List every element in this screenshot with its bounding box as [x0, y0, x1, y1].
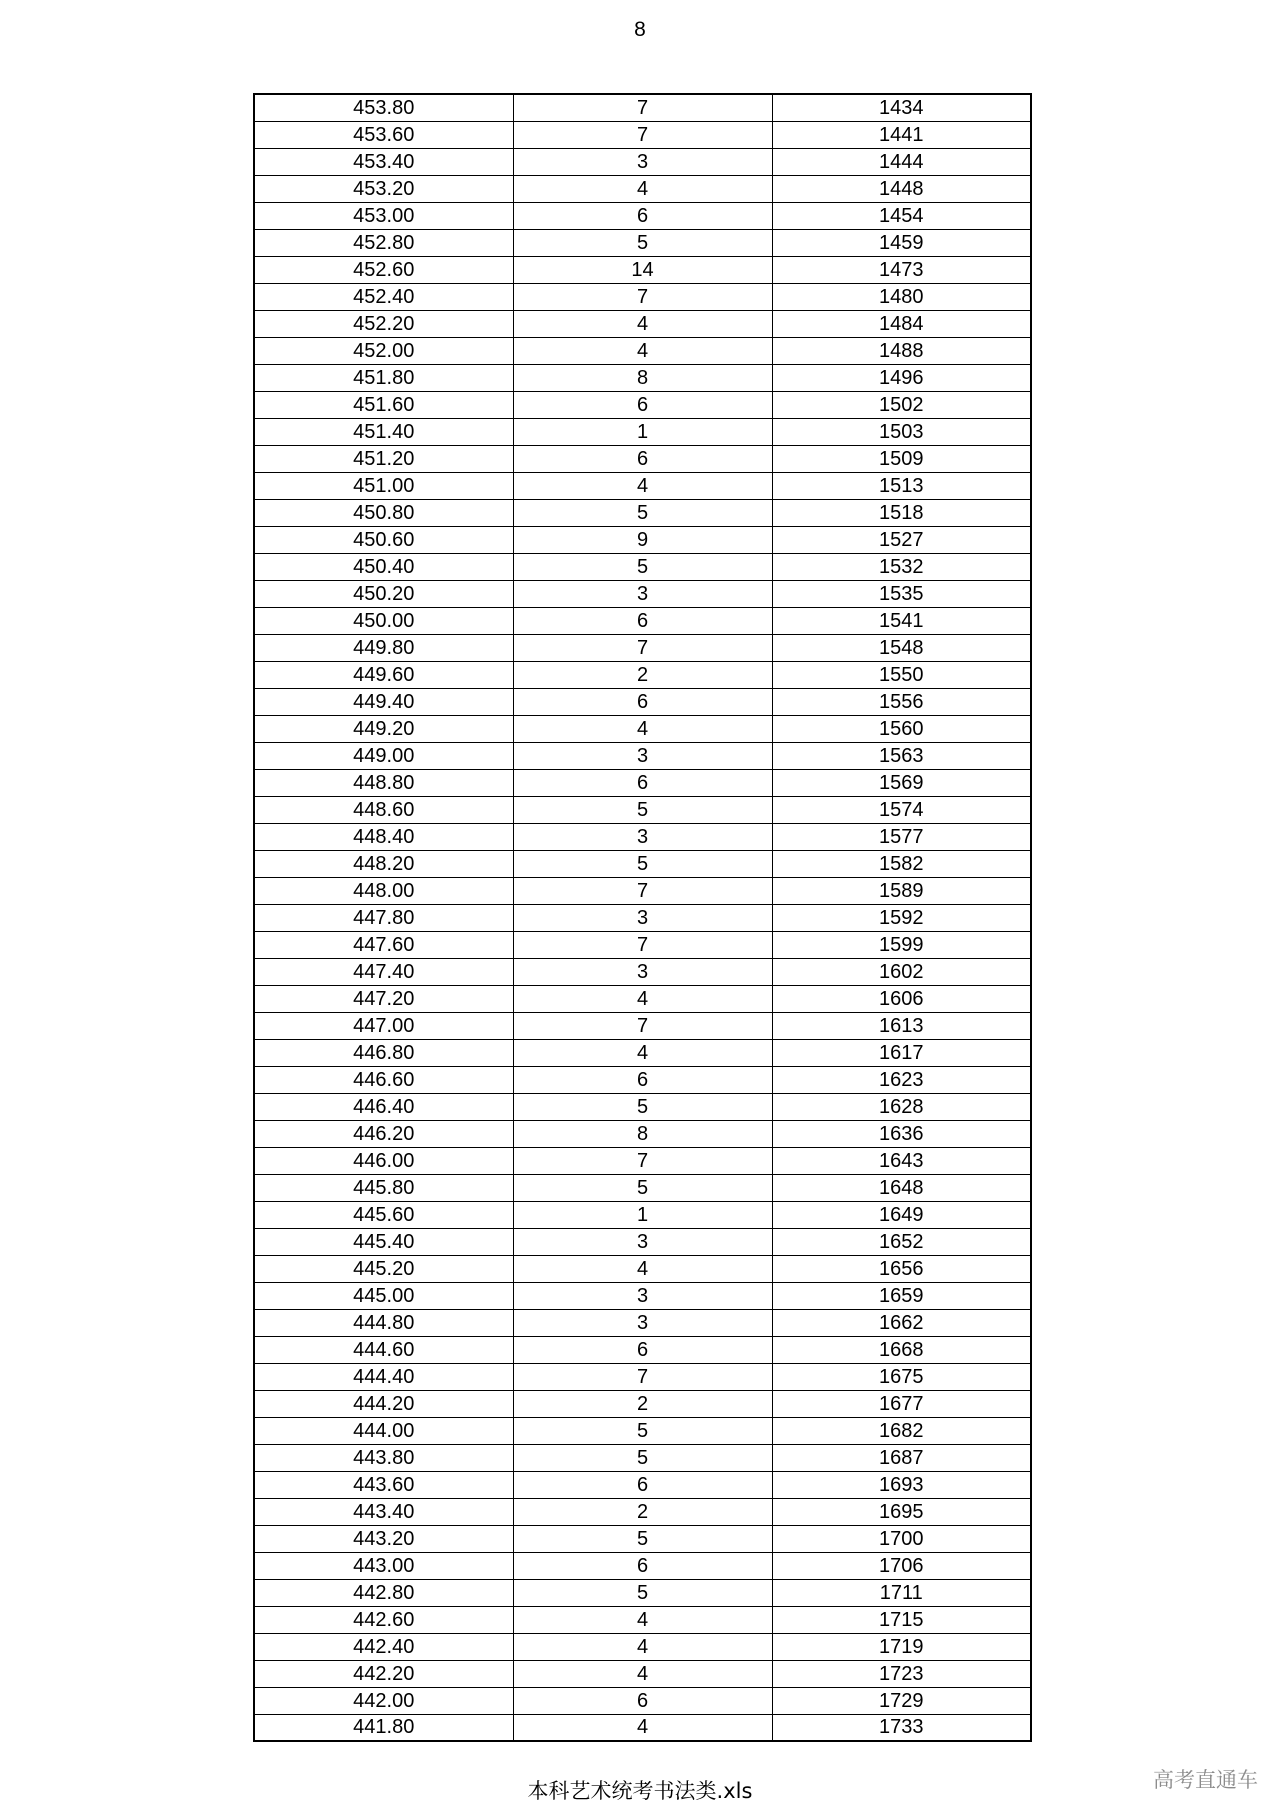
count-cell: 8	[513, 364, 772, 391]
table-row	[254, 580, 1031, 607]
score-cell: 447.00	[254, 1012, 513, 1039]
count-cell: 7	[513, 1012, 772, 1039]
count-cell: 4	[513, 1606, 772, 1633]
cumulative-cell: 1503	[772, 418, 1031, 445]
score-cell: 451.60	[254, 391, 513, 418]
score-cell: 452.80	[254, 229, 513, 256]
score-cell: 442.80	[254, 1579, 513, 1606]
score-cell: 441.80	[254, 1714, 513, 1741]
count-cell: 3	[513, 742, 772, 769]
score-cell: 445.20	[254, 1255, 513, 1282]
count-cell: 5	[513, 1525, 772, 1552]
table-row	[254, 1417, 1031, 1444]
score-cell: 450.80	[254, 499, 513, 526]
count-cell: 5	[513, 1174, 772, 1201]
count-cell: 7	[513, 121, 772, 148]
count-cell: 1	[513, 1201, 772, 1228]
count-cell: 9	[513, 526, 772, 553]
score-cell: 451.20	[254, 445, 513, 472]
count-cell: 5	[513, 796, 772, 823]
count-cell: 3	[513, 580, 772, 607]
count-cell: 5	[513, 1417, 772, 1444]
count-cell: 7	[513, 634, 772, 661]
cumulative-cell: 1441	[772, 121, 1031, 148]
cumulative-cell: 1589	[772, 877, 1031, 904]
table-row	[254, 256, 1031, 283]
table-row	[254, 310, 1031, 337]
table-row	[254, 526, 1031, 553]
table-row	[254, 1579, 1031, 1606]
cumulative-cell: 1648	[772, 1174, 1031, 1201]
cumulative-cell: 1628	[772, 1093, 1031, 1120]
cumulative-cell: 1677	[772, 1390, 1031, 1417]
count-cell: 3	[513, 1282, 772, 1309]
table-row	[254, 175, 1031, 202]
count-cell: 1	[513, 418, 772, 445]
count-cell: 6	[513, 1687, 772, 1714]
score-cell: 447.80	[254, 904, 513, 931]
table-row	[254, 1390, 1031, 1417]
count-cell: 4	[513, 1714, 772, 1741]
score-cell: 449.20	[254, 715, 513, 742]
cumulative-cell: 1473	[772, 256, 1031, 283]
cumulative-cell: 1509	[772, 445, 1031, 472]
count-cell: 4	[513, 337, 772, 364]
score-table-container	[253, 93, 1032, 1742]
cumulative-cell: 1480	[772, 283, 1031, 310]
table-row	[254, 1660, 1031, 1687]
score-cell: 450.40	[254, 553, 513, 580]
score-cell: 445.40	[254, 1228, 513, 1255]
count-cell: 4	[513, 310, 772, 337]
count-cell: 7	[513, 94, 772, 121]
score-table	[253, 93, 1032, 1742]
table-row	[254, 985, 1031, 1012]
count-cell: 7	[513, 877, 772, 904]
table-row	[254, 1039, 1031, 1066]
count-cell: 7	[513, 1363, 772, 1390]
cumulative-cell: 1602	[772, 958, 1031, 985]
cumulative-cell: 1695	[772, 1498, 1031, 1525]
table-row	[254, 1363, 1031, 1390]
score-cell: 444.40	[254, 1363, 513, 1390]
cumulative-cell: 1723	[772, 1660, 1031, 1687]
table-row	[254, 796, 1031, 823]
cumulative-cell: 1535	[772, 580, 1031, 607]
cumulative-cell: 1636	[772, 1120, 1031, 1147]
table-row	[254, 1552, 1031, 1579]
cumulative-cell: 1711	[772, 1579, 1031, 1606]
table-row	[254, 418, 1031, 445]
cumulative-cell: 1599	[772, 931, 1031, 958]
table-row	[254, 1255, 1031, 1282]
score-cell: 450.20	[254, 580, 513, 607]
score-cell: 443.40	[254, 1498, 513, 1525]
score-cell: 449.60	[254, 661, 513, 688]
table-row	[254, 1633, 1031, 1660]
count-cell: 6	[513, 202, 772, 229]
score-cell: 442.60	[254, 1606, 513, 1633]
score-cell: 447.40	[254, 958, 513, 985]
count-cell: 4	[513, 715, 772, 742]
count-cell: 7	[513, 931, 772, 958]
cumulative-cell: 1693	[772, 1471, 1031, 1498]
cumulative-cell: 1434	[772, 94, 1031, 121]
score-cell: 445.80	[254, 1174, 513, 1201]
count-cell: 4	[513, 985, 772, 1012]
count-cell: 5	[513, 850, 772, 877]
table-row	[254, 553, 1031, 580]
count-cell: 2	[513, 661, 772, 688]
cumulative-cell: 1459	[772, 229, 1031, 256]
score-cell: 452.00	[254, 337, 513, 364]
count-cell: 7	[513, 1147, 772, 1174]
table-row	[254, 823, 1031, 850]
cumulative-cell: 1448	[772, 175, 1031, 202]
count-cell: 7	[513, 283, 772, 310]
table-row	[254, 445, 1031, 472]
table-row	[254, 1471, 1031, 1498]
score-cell: 444.00	[254, 1417, 513, 1444]
table-row	[254, 1606, 1031, 1633]
score-cell: 448.20	[254, 850, 513, 877]
table-row	[254, 688, 1031, 715]
count-cell: 6	[513, 688, 772, 715]
score-cell: 446.40	[254, 1093, 513, 1120]
table-row	[254, 769, 1031, 796]
cumulative-cell: 1659	[772, 1282, 1031, 1309]
cumulative-cell: 1556	[772, 688, 1031, 715]
cumulative-cell: 1513	[772, 472, 1031, 499]
score-cell: 442.40	[254, 1633, 513, 1660]
score-cell: 442.00	[254, 1687, 513, 1714]
count-cell: 4	[513, 1255, 772, 1282]
count-cell: 6	[513, 1066, 772, 1093]
cumulative-cell: 1675	[772, 1363, 1031, 1390]
cumulative-cell: 1700	[772, 1525, 1031, 1552]
table-row	[254, 931, 1031, 958]
score-cell: 446.20	[254, 1120, 513, 1147]
table-row	[254, 1444, 1031, 1471]
count-cell: 4	[513, 472, 772, 499]
table-row	[254, 1012, 1031, 1039]
cumulative-cell: 1488	[772, 337, 1031, 364]
cumulative-cell: 1706	[772, 1552, 1031, 1579]
score-cell: 448.00	[254, 877, 513, 904]
score-cell: 443.80	[254, 1444, 513, 1471]
table-row	[254, 715, 1031, 742]
score-cell: 452.60	[254, 256, 513, 283]
score-cell: 450.00	[254, 607, 513, 634]
cumulative-cell: 1484	[772, 310, 1031, 337]
table-row	[254, 661, 1031, 688]
table-row	[254, 1120, 1031, 1147]
score-cell: 451.80	[254, 364, 513, 391]
table-row	[254, 148, 1031, 175]
count-cell: 4	[513, 1633, 772, 1660]
score-cell: 447.20	[254, 985, 513, 1012]
cumulative-cell: 1550	[772, 661, 1031, 688]
count-cell: 5	[513, 1093, 772, 1120]
score-cell: 446.60	[254, 1066, 513, 1093]
cumulative-cell: 1577	[772, 823, 1031, 850]
score-cell: 446.80	[254, 1039, 513, 1066]
table-row	[254, 877, 1031, 904]
cumulative-cell: 1649	[772, 1201, 1031, 1228]
cumulative-cell: 1548	[772, 634, 1031, 661]
count-cell: 5	[513, 499, 772, 526]
count-cell: 6	[513, 445, 772, 472]
table-row	[254, 229, 1031, 256]
count-cell: 14	[513, 256, 772, 283]
cumulative-cell: 1454	[772, 202, 1031, 229]
table-row	[254, 1174, 1031, 1201]
cumulative-cell: 1541	[772, 607, 1031, 634]
score-cell: 445.00	[254, 1282, 513, 1309]
cumulative-cell: 1662	[772, 1309, 1031, 1336]
score-cell: 444.60	[254, 1336, 513, 1363]
table-row	[254, 1687, 1031, 1714]
score-cell: 449.40	[254, 688, 513, 715]
score-cell: 444.20	[254, 1390, 513, 1417]
table-row	[254, 850, 1031, 877]
score-cell: 442.20	[254, 1660, 513, 1687]
cumulative-cell: 1518	[772, 499, 1031, 526]
count-cell: 4	[513, 175, 772, 202]
score-cell: 449.00	[254, 742, 513, 769]
score-cell: 453.20	[254, 175, 513, 202]
score-cell: 448.80	[254, 769, 513, 796]
table-row	[254, 607, 1031, 634]
count-cell: 6	[513, 391, 772, 418]
count-cell: 3	[513, 148, 772, 175]
table-row	[254, 94, 1031, 121]
cumulative-cell: 1496	[772, 364, 1031, 391]
cumulative-cell: 1617	[772, 1039, 1031, 1066]
score-cell: 443.00	[254, 1552, 513, 1579]
cumulative-cell: 1563	[772, 742, 1031, 769]
count-cell: 6	[513, 607, 772, 634]
cumulative-cell: 1560	[772, 715, 1031, 742]
cumulative-cell: 1606	[772, 985, 1031, 1012]
cumulative-cell: 1532	[772, 553, 1031, 580]
cumulative-cell: 1719	[772, 1633, 1031, 1660]
cumulative-cell: 1668	[772, 1336, 1031, 1363]
table-row	[254, 283, 1031, 310]
table-row	[254, 499, 1031, 526]
count-cell: 5	[513, 1579, 772, 1606]
cumulative-cell: 1527	[772, 526, 1031, 553]
table-row	[254, 202, 1031, 229]
table-row	[254, 634, 1031, 661]
score-cell: 453.40	[254, 148, 513, 175]
cumulative-cell: 1652	[772, 1228, 1031, 1255]
count-cell: 5	[513, 229, 772, 256]
score-cell: 453.60	[254, 121, 513, 148]
count-cell: 8	[513, 1120, 772, 1147]
cumulative-cell: 1569	[772, 769, 1031, 796]
cumulative-cell: 1582	[772, 850, 1031, 877]
count-cell: 6	[513, 1336, 772, 1363]
score-cell: 451.40	[254, 418, 513, 445]
count-cell: 5	[513, 553, 772, 580]
table-row	[254, 1228, 1031, 1255]
footer-filename: 本科艺术统考书法类.xls	[527, 1779, 753, 1803]
score-cell: 443.60	[254, 1471, 513, 1498]
score-table-body	[254, 94, 1031, 1741]
cumulative-cell: 1444	[772, 148, 1031, 175]
count-cell: 5	[513, 1444, 772, 1471]
cumulative-cell: 1643	[772, 1147, 1031, 1174]
count-cell: 3	[513, 1309, 772, 1336]
count-cell: 3	[513, 958, 772, 985]
score-cell: 444.80	[254, 1309, 513, 1336]
count-cell: 3	[513, 904, 772, 931]
table-row	[254, 1714, 1031, 1741]
cumulative-cell: 1729	[772, 1687, 1031, 1714]
table-row	[254, 391, 1031, 418]
table-row	[254, 1066, 1031, 1093]
table-row	[254, 1309, 1031, 1336]
count-cell: 6	[513, 1471, 772, 1498]
table-row	[254, 121, 1031, 148]
cumulative-cell: 1623	[772, 1066, 1031, 1093]
count-cell: 2	[513, 1498, 772, 1525]
score-cell: 452.20	[254, 310, 513, 337]
count-cell: 3	[513, 1228, 772, 1255]
cumulative-cell: 1574	[772, 796, 1031, 823]
score-cell: 448.60	[254, 796, 513, 823]
score-cell: 446.00	[254, 1147, 513, 1174]
score-cell: 453.80	[254, 94, 513, 121]
count-cell: 2	[513, 1390, 772, 1417]
table-row	[254, 472, 1031, 499]
count-cell: 4	[513, 1660, 772, 1687]
table-row	[254, 1201, 1031, 1228]
table-row	[254, 1498, 1031, 1525]
table-row	[254, 958, 1031, 985]
cumulative-cell: 1715	[772, 1606, 1031, 1633]
table-row	[254, 1282, 1031, 1309]
cumulative-cell: 1687	[772, 1444, 1031, 1471]
score-cell: 448.40	[254, 823, 513, 850]
count-cell: 3	[513, 823, 772, 850]
score-cell: 453.00	[254, 202, 513, 229]
score-cell: 451.00	[254, 472, 513, 499]
score-cell: 443.20	[254, 1525, 513, 1552]
table-row	[254, 1147, 1031, 1174]
score-cell: 450.60	[254, 526, 513, 553]
score-cell: 449.80	[254, 634, 513, 661]
watermark: 高考直通车	[1153, 1768, 1258, 1792]
count-cell: 4	[513, 1039, 772, 1066]
table-row	[254, 1525, 1031, 1552]
table-row	[254, 364, 1031, 391]
table-row	[254, 1336, 1031, 1363]
count-cell: 6	[513, 769, 772, 796]
cumulative-cell: 1502	[772, 391, 1031, 418]
table-row	[254, 337, 1031, 364]
cumulative-cell: 1613	[772, 1012, 1031, 1039]
score-cell: 447.60	[254, 931, 513, 958]
score-cell: 445.60	[254, 1201, 513, 1228]
page-number: 8	[634, 18, 646, 41]
score-cell: 452.40	[254, 283, 513, 310]
cumulative-cell: 1733	[772, 1714, 1031, 1741]
cumulative-cell: 1656	[772, 1255, 1031, 1282]
cumulative-cell: 1682	[772, 1417, 1031, 1444]
cumulative-cell: 1592	[772, 904, 1031, 931]
table-row	[254, 742, 1031, 769]
count-cell: 6	[513, 1552, 772, 1579]
table-row	[254, 1093, 1031, 1120]
table-row	[254, 904, 1031, 931]
